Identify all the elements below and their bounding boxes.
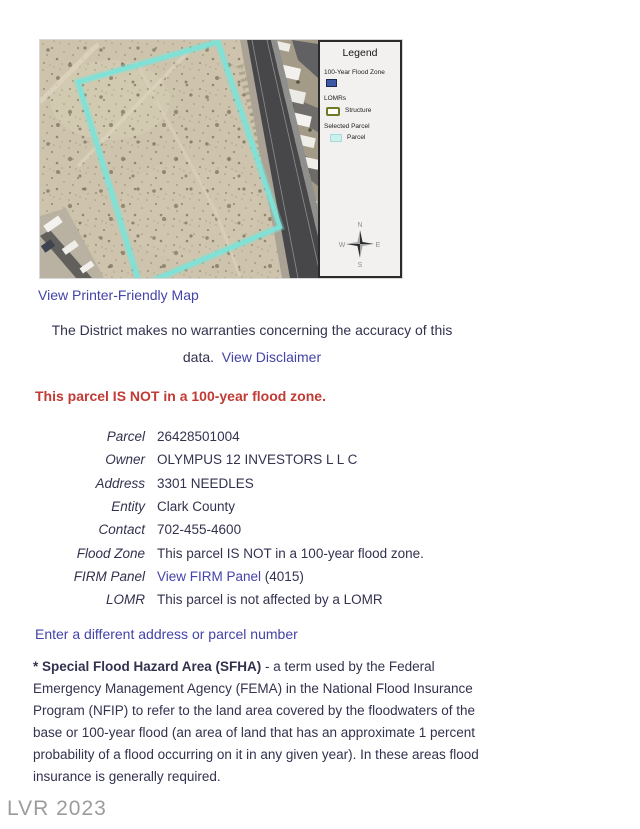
- parcel-swatch: [330, 134, 342, 142]
- legend-lomrs-label: LOMRs: [324, 95, 347, 103]
- structure-swatch: [326, 107, 340, 116]
- warranty-disclaimer: [35, 317, 469, 371]
- legend-title: Legend: [342, 47, 378, 59]
- row-label: Contact: [98, 522, 145, 538]
- table-row: [40, 448, 520, 471]
- enter-different-address-link[interactable]: Enter a different address or parcel number: [35, 626, 298, 642]
- row-label: Flood Zone: [76, 545, 145, 561]
- legend-parcel-label: Parcel: [347, 133, 366, 141]
- row-label: Owner: [105, 452, 145, 468]
- row-value: This parcel is not affected by a LOMR: [157, 592, 383, 608]
- row-value: 702-455-4600: [157, 522, 242, 538]
- disclaimer-line2: data.: [182, 349, 215, 365]
- legend-structure-label: Structure: [345, 106, 372, 114]
- flood-status-message: This parcel IS NOT in a 100-year flood zone.: [35, 388, 326, 404]
- row-label: Address: [95, 475, 145, 491]
- table-row: [40, 565, 520, 588]
- row-value: View FIRM Panel (4015): [157, 568, 304, 584]
- row-value: 26428501004: [157, 429, 240, 445]
- table-row: [40, 588, 520, 611]
- compass-e: E: [375, 242, 381, 249]
- flood-zone-map: [40, 40, 402, 278]
- row-value: Clark County: [157, 499, 236, 515]
- row-value: This parcel IS NOT in a 100-year flood zone.: [157, 545, 424, 561]
- table-row: [40, 518, 520, 541]
- sfha-term: * Special Flood Hazard Area (SFHA): [33, 659, 262, 674]
- legend-selected-parcel-label: Selected Parcel: [324, 122, 370, 130]
- compass-s: S: [357, 262, 363, 268]
- row-label: FIRM Panel: [73, 568, 145, 584]
- row-value: OLYMPUS 12 INVESTORS L L C: [157, 452, 358, 468]
- table-row: [40, 472, 520, 495]
- legend-flood-zone-label: 100-Year Flood Zone: [324, 68, 385, 76]
- sfha-description: - a term used by the Federal Emergency Management Agency (FEMA) in the National Flood Insurance Program (NFIP) to refer to the land area covered by the floodwaters of the base or 100-year flood (an area of land that has an approximate 1 percent probability of a flood occurring on it in any given year). In these areas flood insurance is generally required.: [33, 659, 479, 784]
- watermark-text: LVR 2023: [7, 797, 107, 820]
- printer-friendly-map-link[interactable]: View Printer-Friendly Map: [38, 287, 199, 303]
- firm-panel-link[interactable]: View FIRM Panel: [157, 568, 262, 584]
- map-legend: [318, 40, 402, 278]
- view-disclaimer-link[interactable]: View Disclaimer: [221, 349, 322, 365]
- row-label: Entity: [111, 499, 145, 515]
- satellite-map-image: [40, 40, 318, 278]
- sfha-definition: [33, 656, 485, 788]
- flood-zone-swatch: [326, 79, 337, 87]
- table-row: [40, 425, 520, 448]
- row-label: LOMR: [105, 592, 145, 608]
- table-row: [40, 541, 520, 564]
- row-value: 3301 NEEDLES: [157, 475, 254, 491]
- compass-rose-icon: [337, 218, 383, 268]
- row-label: Parcel: [106, 429, 145, 445]
- table-row: [40, 495, 520, 518]
- disclaimer-line1: The District makes no warranties concerning the accuracy of this: [51, 322, 453, 338]
- parcel-table: [40, 425, 520, 611]
- compass-w: W: [338, 242, 346, 249]
- compass-n: N: [357, 222, 363, 229]
